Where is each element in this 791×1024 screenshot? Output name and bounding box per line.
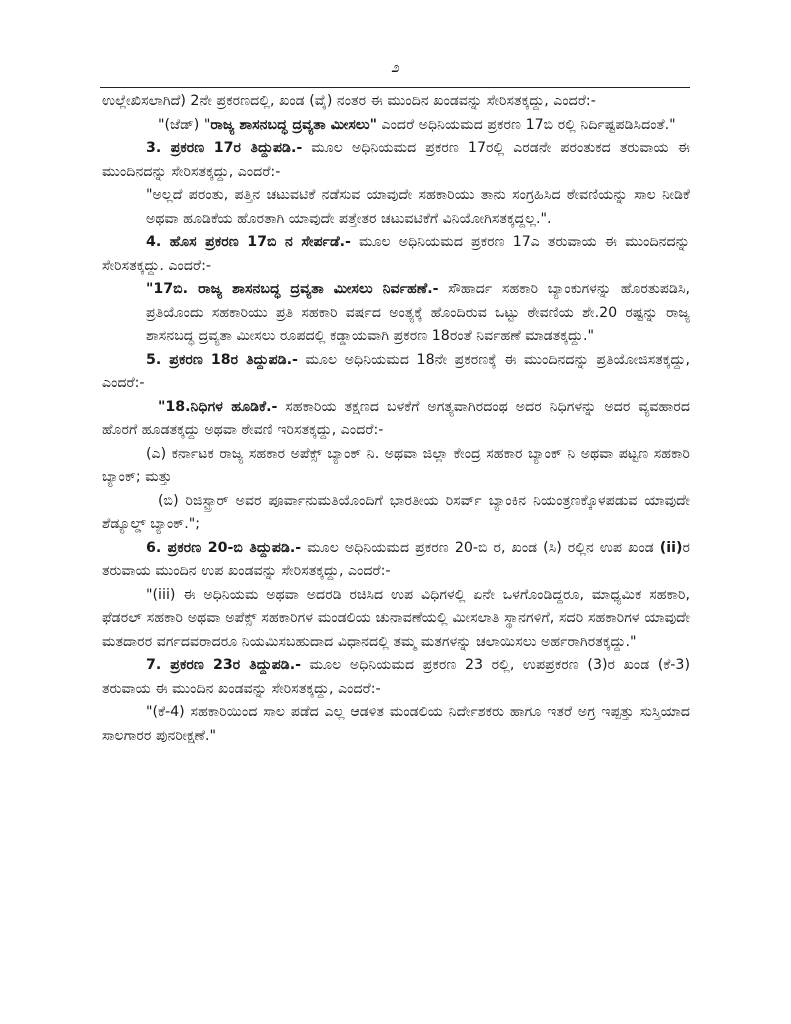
clause-k4: [102, 701, 690, 748]
bold-text-run: 4. ಹೊಸ ಪ್ರಕರಣ 17ಬಿ ನ ಸೇರ್ಪಡೆ.-: [146, 234, 351, 250]
section-6-paragraph: [102, 537, 690, 584]
text-run: (ಎ) ಕರ್ನಾಟಕ ರಾಜ್ಯ ಸಹಕಾರ ಅಪೆಕ್ಸ್ ಬ್ಯಾಂಕ್ ನಿ. ಅಥವಾ ಜಿಲ್ಲಾ ಕೇಂದ್ರ ಸಹಕಾರ ಬ್ಯಾಂಕ್ ನಿ ಅಥವಾ ಪಟ್ಟಣ ಸಹಕಾರಿ ಬ್ಯಾಂಕ್; ಮತ್ತು: [102, 445, 690, 485]
text-run: ಮೂಲ ಅಧಿನಿಯಮದ 18ನೇ ಪ್ರಕರಣಕ್ಕೆ ಈ ಮುಂದಿನದನ್ನು ಪ್ರತಿಯೋಜಿಸತಕ್ಕದ್ದು, ಎಂದರೆ:-: [102, 351, 690, 391]
page-number: ೨: [391, 58, 400, 76]
text-run: ಸಹಕಾರಿಯ ತಕ್ಷಣದ ಬಳಕೆಗೆ ಅಗತ್ಯವಾಗಿರದಂಥ ಅದರ ನಿಧಿಗಳನ್ನು ಅದರ ವ್ಯವಹಾರದ ಹೊರಗೆ ಹೂಡತಕ್ಕದ್ದು ಅಥವಾ ಠೇವಣಿ ಇರಿಸತಕ್ಕದ್ದು, ಎಂದರೆ:-: [102, 398, 691, 438]
bold-text-run: 7. ಪ್ರಕರಣ 23ರ ತಿದ್ದುಪಡಿ.-: [146, 657, 301, 673]
clause-a: [102, 443, 690, 490]
paragraph: [102, 90, 690, 114]
bold-text-run: "18.ನಿಧಿಗಳ ಹೂಡಿಕೆ.-: [158, 398, 278, 415]
header-rule: [100, 87, 690, 88]
bold-text-run: 3. ಪ್ರಕರಣ 17ರ ತಿದ್ದುಪಡಿ.-: [146, 140, 303, 156]
bold-text-run: "17ಬಿ. ರಾಜ್ಯ ಶಾಸನಬದ್ಧ ದ್ರವ್ಯತಾ ಮೀಸಲು ನಿರ್ವಹಣೆ.-: [146, 281, 439, 297]
text-run: ಮೂಲ ಅಧಿನಿಯಮದ ಪ್ರಕರಣ 23 ರಲ್ಲಿ, ಉಪಪ್ರಕರಣ (3)ರ ಖಂಡ (ಕೆ-3) ತರುವಾಯ ಈ ಮುಂದಿನ ಖಂಡವನ್ನು ಸೇರಿಸತಕ್ಕದ್ದು, ಎಂದರೆ:-: [102, 657, 690, 697]
text-run: ಮೂಲ ಅಧಿನಿಯಮದ ಪ್ರಕರಣ 20-ಬಿ ರ, ಖಂಡ (ಸಿ) ರಲ್ಲಿನ ಉಪ ಖಂಡ: [301, 539, 660, 556]
text-run: "(iii) ಈ ಅಧಿನಿಯಮ ಅಥವಾ ಅದರಡಿ ರಚಿಸಿದ ಉಪ ವಿಧಿಗಳಲ್ಲಿ ಏನೇ ಒಳಗೊಂಡಿದ್ದರೂ, ಮಾಧ್ಯಮಿಕ ಸಹಕಾರಿ, ಫೆಡರಲ್ ಸಹಕಾರಿ ಅಥವಾ ಅಪೆಕ್ಸ್ ಸಹಕಾರಿಗಳ ಮಂಡಲಿಯ ಚುನಾವಣೆಯಲ್ಲಿ ಮೀಸಲಾತಿ ಸ್ಥಾನಗಳಿಗೆ, ಸದರಿ ಸಹಕಾರಿಗಳ ಯಾವುದೇ ಮತದಾರರ ವರ್ಗದವರಾದರೂ ನಿಯಮಿಸಬಹುದಾದ ವಿಧಾನದಲ್ಲಿ ತಮ್ಮ ಮತಗಳನ್ನು ಚಲಾಯಿಸಲು ಅರ್ಹರಾಗಿರತಕ್ಕದ್ದು.": [102, 586, 690, 650]
document-body: [102, 90, 690, 748]
clause-b: [102, 490, 690, 537]
text-run: "(ಜೆಡ್) ": [158, 116, 211, 133]
text-run: "ಅಲ್ಲದೆ ಪರಂತು, ಪತ್ತಿನ ಚಟುವಟಿಕೆ ನಡೆಸುವ ಯಾವುದೇ ಸಹಕಾರಿಯು ತಾನು ಸಂಗ್ರಹಿಸಿದ ಠೇವಣಿಯನ್ನು ಸಾಲ ನೀಡಿಕೆ ಅಥವಾ ಹೂಡಿಕೆಯ ಹೊರತಾಗಿ ಯಾವುದೇ ಪತ್ತೇತರ ಚಟುವಟಿಕೆಗೆ ವಿನಿಯೋಗಿಸತಕ್ಕದ್ದಲ್ಲ.".: [146, 187, 690, 227]
bold-text-run: (ii): [659, 539, 683, 556]
bold-text-run: 5. ಪ್ರಕರಣ 18ರ ತಿದ್ದುಪಡಿ.-: [146, 351, 298, 368]
text-run: ಮೂಲ ಅಧಿನಿಯಮದ ಪ್ರಕರಣ 17ರಲ್ಲಿ ಎರಡನೇ ಪರಂತುಕದ ತರುವಾಯ ಈ ಮುಂದಿನದನ್ನು ಸೇರಿಸತಕ್ಕದ್ದು, ಎಂದರೆ:-: [102, 140, 691, 180]
quoted-proviso: [146, 184, 690, 231]
text-run: ಎಂದರೆ ಅಧಿನಿಯಮದ ಪ್ರಕರಣ 17ಬಿ ರಲ್ಲಿ ನಿರ್ದಿಷ್ಟಪಡಿಸಿದಂತೆ.": [377, 116, 676, 133]
text-run: "(ಕೆ-4) ಸಹಕಾರಿಯಿಂದ ಸಾಲ ಪಡೆದ ಎಲ್ಲ ಆಡಳಿತ ಮಂಡಲಿಯ ನಿರ್ದೇಶಕರು ಹಾಗೂ ಇತರೆ ಅಗ್ರ ಇಪ್ಪತ್ತು ಸುಸ್ತಿಯಾದ ಸಾಲಗಾರರ ಪುನರೀಕ್ಷಣೆ.": [102, 704, 690, 744]
section-7-paragraph: [102, 654, 690, 701]
section-3-paragraph: [102, 137, 690, 184]
section-5-paragraph: [102, 349, 690, 396]
text-run: ರ ತರುವಾಯ ಮುಂದಿನ ಉಪ ಖಂಡವನ್ನು ಸೇರಿಸತಕ್ಕದ್ದು, ಎಂದರೆ:-: [102, 539, 690, 579]
bold-text-run: ರಾಜ್ಯ ಶಾಸನಬದ್ಧ ದ್ರವ್ಯತಾ ಮೀಸಲು": [210, 116, 377, 133]
section-4-paragraph: [102, 231, 690, 278]
sub-clause-iii: [102, 584, 690, 655]
text-run: ಉಲ್ಲೇಖಿಸಲಾಗಿದೆ) 2ನೇ ಪ್ರಕರಣದಲ್ಲಿ, ಖಂಡ (ವೈ) ನಂತರ ಈ ಮುಂದಿನ ಖಂಡವನ್ನು ಸೇರಿಸತಕ್ಕದ್ದು, ಎಂದರೆ:-: [102, 93, 596, 109]
bold-text-run: 6. ಪ್ರಕರಣ 20-ಬಿ ತಿದ್ದುಪಡಿ.-: [146, 539, 302, 556]
paragraph: [102, 114, 690, 138]
text-run: ಮೂಲ ಅಧಿನಿಯಮದ ಪ್ರಕರಣ 17ಎ ತರುವಾಯ ಈ ಮುಂದಿನದನ್ನು ಸೇರಿಸತಕ್ಕದ್ದು. ಎಂದರೆ:-: [102, 234, 690, 274]
section-17b-text: [146, 278, 690, 349]
text-run: ಸೌಹಾರ್ದ ಸಹಕಾರಿ ಬ್ಯಾಂಕುಗಳನ್ನು ಹೊರತುಪಡಿಸಿ, ಪ್ರತಿಯೊಂದು ಸಹಕಾರಿಯು ಪ್ರತಿ ಸಹಕಾರಿ ವರ್ಷದ ಅಂತ್ಯಕ್ಕೆ ಹೊಂದಿರುವ ಒಟ್ಟು ಠೇವಣಿಯ ಶೇ.20 ರಷ್ಟನ್ನು ರಾಜ್ಯ ಶಾಸನಬದ್ಧ ದ್ರವ್ಯತಾ ಮೀಸಲು ರೂಪದಲ್ಲಿ ಕಡ್ಡಾಯವಾಗಿ ಪ್ರಕರಣ 18ರಂತೆ ನಿರ್ವಹಣೆ ಮಾಡತಕ್ಕದ್ದು.": [146, 281, 690, 344]
text-run: (ಬಿ) ರಿಜಿಸ್ಟ್ರಾರ್ ಅವರ ಪೂರ್ವಾನುಮತಿಯೊಂದಿಗೆ ಭಾರತೀಯ ರಿಸರ್ವ್ ಬ್ಯಾಂಕಿನ ನಿಯಂತ್ರಣಕ್ಕೊಳಪಡುವ ಯಾವುದೇ ಶೆಡ್ಯೂಲ್ಡ್ ಬ್ಯಾಂಕ್.";: [102, 492, 690, 532]
section-18-text: [102, 396, 690, 443]
